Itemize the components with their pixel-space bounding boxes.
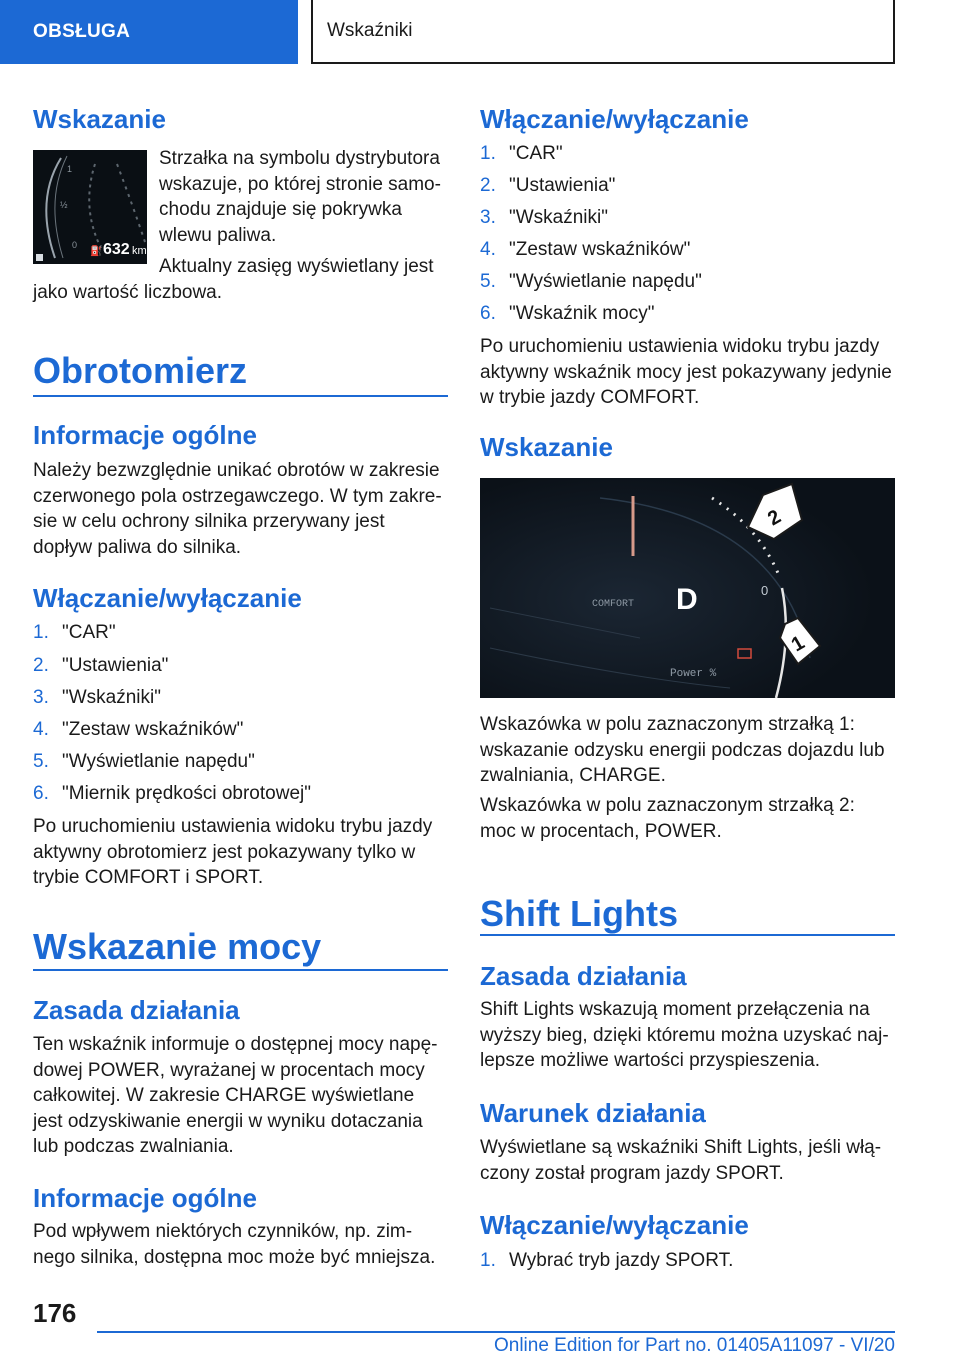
- arrow-1-label: 1: [787, 631, 809, 657]
- heading-shift-lights: Shift Lights: [480, 893, 678, 934]
- section-rule: [33, 969, 448, 971]
- footer-rule: [97, 1331, 895, 1333]
- caption-1: Wskazówka w polu zaznaczonym strzałką 1: wskazanie odzysku energii podczas dojazdu lub zwalniania, CHARGE.: [480, 714, 885, 786]
- range-value: 632: [103, 241, 130, 258]
- power-display-graphic: [480, 478, 895, 698]
- heading-informacje-ogolne: Informacje ogólne: [33, 420, 257, 450]
- condition-text: Wyświetlane są wskaźniki Shift Lights, jeśli włą-czony został program jazdy SPORT.: [480, 1137, 882, 1184]
- power-display-image: [480, 478, 895, 698]
- section-rule: [480, 934, 895, 936]
- wskazanie-text-2: Aktualny zasięg wyświetlany jest jako wartość liczbowa.: [33, 256, 434, 303]
- arrow-2-label: 2: [764, 505, 785, 531]
- heading-zasada-dzialania-right: Zasada działania: [480, 961, 687, 991]
- heading-informacje-ogolne-2: Informacje ogólne: [33, 1183, 257, 1213]
- heading-wlaczanie: Włączanie/wyłączanie: [33, 583, 302, 613]
- chapter-tab: Wskaźniki: [311, 0, 895, 64]
- fuel-mark-half: ½: [60, 200, 68, 210]
- range-unit: km: [132, 245, 147, 257]
- fuel-gauge-graphic: [33, 150, 147, 264]
- heading-warunek-dzialania: Warunek działania: [480, 1098, 706, 1128]
- gear-indicator: D: [676, 583, 698, 616]
- scale-label: Power %: [670, 668, 717, 680]
- fuel-pump-icon: ⛽: [90, 246, 103, 257]
- heading-wskazanie: Wskazanie: [33, 104, 166, 134]
- section-rule: [33, 395, 448, 397]
- fuel-gauge-image: [33, 150, 147, 264]
- section-tab: OBSŁUGA: [0, 0, 298, 64]
- wskazanie-text-1: Strzałka na symbolu dystrybutora wskazuje, po której stronie samo-chodu znajduje się pokrywka wlewu paliwa.: [159, 148, 441, 246]
- fuel-mark-1: 1: [67, 164, 73, 174]
- onoff-note-right: Po uruchomieniu ustawienia widoku trybu jazdy aktywny wskaźnik mocy jest pokazywany jedynie w trybie jazdy COMFORT.: [480, 336, 892, 408]
- principle-text: Ten wskaźnik informuje o dostępnej mocy napę-dowej POWER, wyrażanej w procentach mocy całkowitej. W zakresie CHARGE wyświetlane jest odzyskiwanie energii w wyniku dotaczania lub podczas zwalniania.: [33, 1034, 438, 1157]
- edition-text: Online Edition for Part no. 01405A11097 - VI/20: [493, 1335, 895, 1356]
- fuel-mark-0: 0: [72, 240, 78, 250]
- heading-zasada-dzialania: Zasada działania: [33, 995, 240, 1025]
- zero-mark: 0: [761, 583, 769, 598]
- page-number: 176: [33, 1298, 77, 1328]
- shift-principle-text: Shift Lights wskazują moment przełączenia na wyższy bieg, dzięki któremu można uzyskać naj-lepsze możliwe wartości przyspieszenia.: [480, 999, 889, 1071]
- onoff-note: Po uruchomieniu ustawienia widoku trybu jazdy aktywny obrotomierz jest pokazywany tylko w trybie COMFORT i SPORT.: [33, 816, 433, 888]
- heading-wlaczanie-shift: Włączanie/wyłączanie: [480, 1210, 749, 1240]
- heading-wlaczanie-right: Włączanie/wyłączanie: [480, 104, 749, 134]
- mode-label: COMFORT: [592, 599, 635, 610]
- heading-wskazanie-mocy: Wskazanie mocy: [33, 926, 322, 967]
- info2-text: Pod wpływem niektórych czynników, np. zim-nego silnika, dostępna moc może być mniejsza.: [33, 1221, 436, 1268]
- info-text: Należy bezwzględnie unikać obrotów w zakresie czerwonego pola ostrzegawczego. W tym zakre-sie w celu ochrony silnika przerywany jest dopływ paliwa do silnika.: [33, 460, 442, 558]
- heading-wskazanie-right: Wskazanie: [480, 432, 613, 462]
- heading-obrotomierz: Obrotomierz: [33, 350, 248, 391]
- caption-2: Wskazówka w polu zaznaczonym strzałką 2: moc w procentach, POWER.: [480, 795, 855, 842]
